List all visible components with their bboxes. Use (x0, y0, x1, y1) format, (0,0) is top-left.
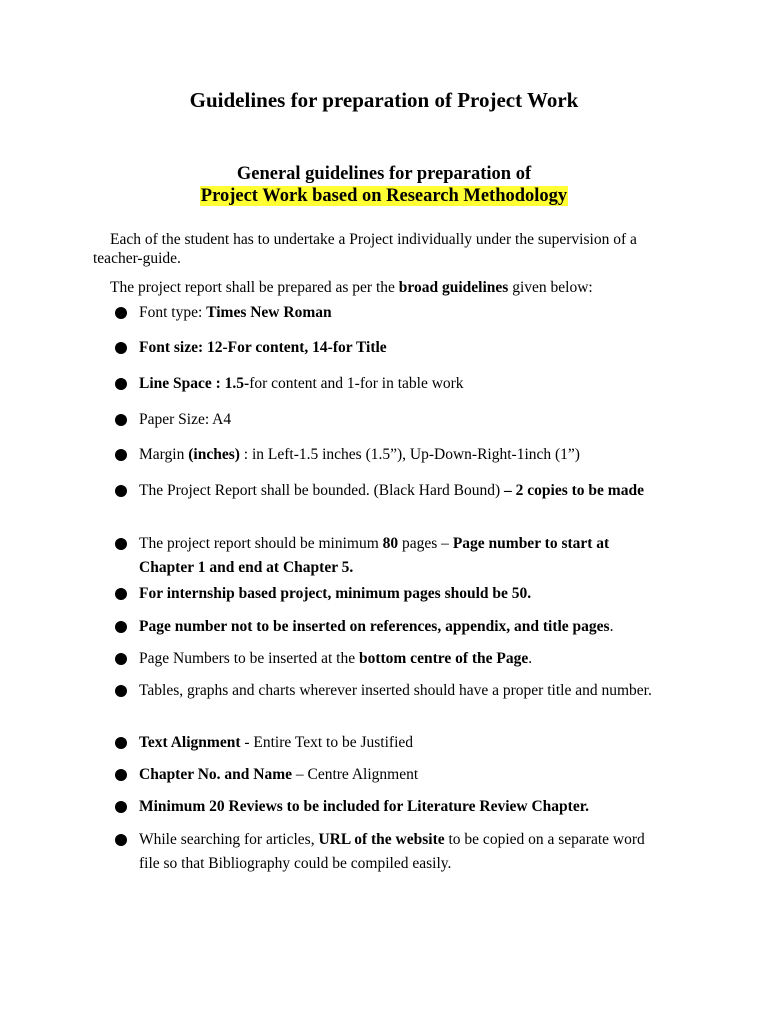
list-item-text (139, 679, 655, 703)
text-run: The project report should be minimum (139, 535, 383, 552)
bold-run: bottom centre of the Page (358, 650, 529, 667)
bullet-icon (115, 588, 127, 600)
list-item (115, 828, 655, 876)
text-run: for content and 1-for in table work (249, 375, 464, 392)
bullet-icon (115, 801, 127, 813)
bullet-icon (115, 621, 127, 633)
bullet-icon (115, 737, 127, 749)
bullet-icon (115, 653, 127, 665)
list-item-text (139, 763, 655, 787)
lead-paragraph (93, 278, 683, 297)
text-run: - Entire Text to be Justified (240, 734, 414, 751)
list-item-text (139, 336, 655, 360)
bullet-icon (115, 414, 127, 426)
list-item (115, 408, 655, 432)
text-run: : in Left-1.5 inches (1.5”), Up-Down-Right-1inch (1”) (239, 446, 580, 463)
bullet-icon (115, 307, 127, 319)
bullet-icon (115, 685, 127, 697)
bullet-icon (115, 769, 127, 781)
list-item-text (139, 647, 655, 671)
list-item-text (139, 828, 655, 876)
text-run: Font type: (139, 304, 207, 321)
bold-run: – 2 copies to be made (504, 482, 644, 499)
bold-run: Font size: 12-For content, 14-for Title (139, 339, 387, 356)
text-run: . (528, 650, 533, 667)
text-run: Margin (139, 446, 189, 463)
text-run: . (609, 618, 614, 635)
bullet-icon (115, 834, 127, 846)
list-item-text (139, 795, 655, 819)
section-heading-line1: General guidelines for preparation of (236, 164, 532, 184)
text-run: Tables, graphs and charts wherever inserted should have a proper title and number. (139, 682, 652, 699)
bullet-icon (115, 449, 127, 461)
list-item-text (139, 443, 655, 467)
list-item (115, 479, 655, 503)
text-run: Paper Size: A4 (139, 411, 232, 428)
list-item-text (139, 532, 655, 580)
bold-run: Times New Roman (206, 304, 332, 321)
list-item-text (139, 479, 655, 503)
list-item-text (139, 408, 655, 432)
bold-run: Chapter No. and Name (139, 766, 292, 783)
text-run: The Project Report shall be bounded. (Black Hard Bound) (139, 482, 505, 499)
intro-paragraph: Each of the student has to undertake a Project individually under the supervision of a teacher-guide. (93, 231, 637, 267)
document-title: Guidelines for preparation of Project Work (189, 88, 579, 112)
lead-text: The project report shall be prepared as per the (110, 279, 399, 296)
section-heading-line2 (0, 184, 768, 208)
text-run: While searching for articles, (139, 831, 319, 848)
text-run: Page Numbers to be inserted at the (139, 650, 359, 667)
bold-run: For internship based project, minimum pages should be 50. (139, 585, 532, 602)
list-item (115, 731, 655, 755)
list-item-text (139, 301, 655, 325)
list-item-text (139, 582, 655, 606)
list-item (115, 372, 655, 396)
list-item (115, 647, 655, 671)
list-item (115, 679, 655, 703)
list-item-text (139, 731, 655, 755)
text-run: – Centre Alignment (292, 766, 419, 783)
list-item (115, 443, 655, 467)
text-run: to be copied on a separate word file so that Bibliography could be compiled easily. (139, 831, 645, 872)
list-item (115, 301, 655, 325)
highlighted-heading: Project Work based on Research Methodology (200, 186, 568, 206)
list-item (115, 615, 655, 639)
bold-run: Line Space : 1.5- (139, 375, 250, 392)
bold-run: (inches) (188, 446, 240, 463)
bold-run: 80 (382, 535, 399, 552)
bullet-icon (115, 538, 127, 550)
bold-run: URL of the website (318, 831, 445, 848)
bold-run: Page number not to be inserted on references, appendix, and title pages (139, 618, 610, 635)
list-item (115, 795, 655, 819)
text-run: pages – (398, 535, 453, 552)
list-item-text (139, 372, 655, 396)
list-item-text (139, 615, 655, 639)
list-item (115, 582, 655, 606)
list-item (115, 336, 655, 360)
bullet-icon (115, 378, 127, 390)
list-item (115, 532, 655, 580)
bullet-icon (115, 342, 127, 354)
lead-text-end: given below: (508, 279, 593, 296)
bold-run: Page number to start at Chapter 1 and end at Chapter 5. (139, 535, 610, 576)
list-item (115, 763, 655, 787)
lead-bold-text: broad guidelines (398, 279, 509, 296)
bullet-icon (115, 485, 127, 497)
bold-run: Text Alignment (139, 734, 241, 751)
bold-run: Minimum 20 Reviews to be included for Literature Review Chapter. (139, 798, 590, 815)
